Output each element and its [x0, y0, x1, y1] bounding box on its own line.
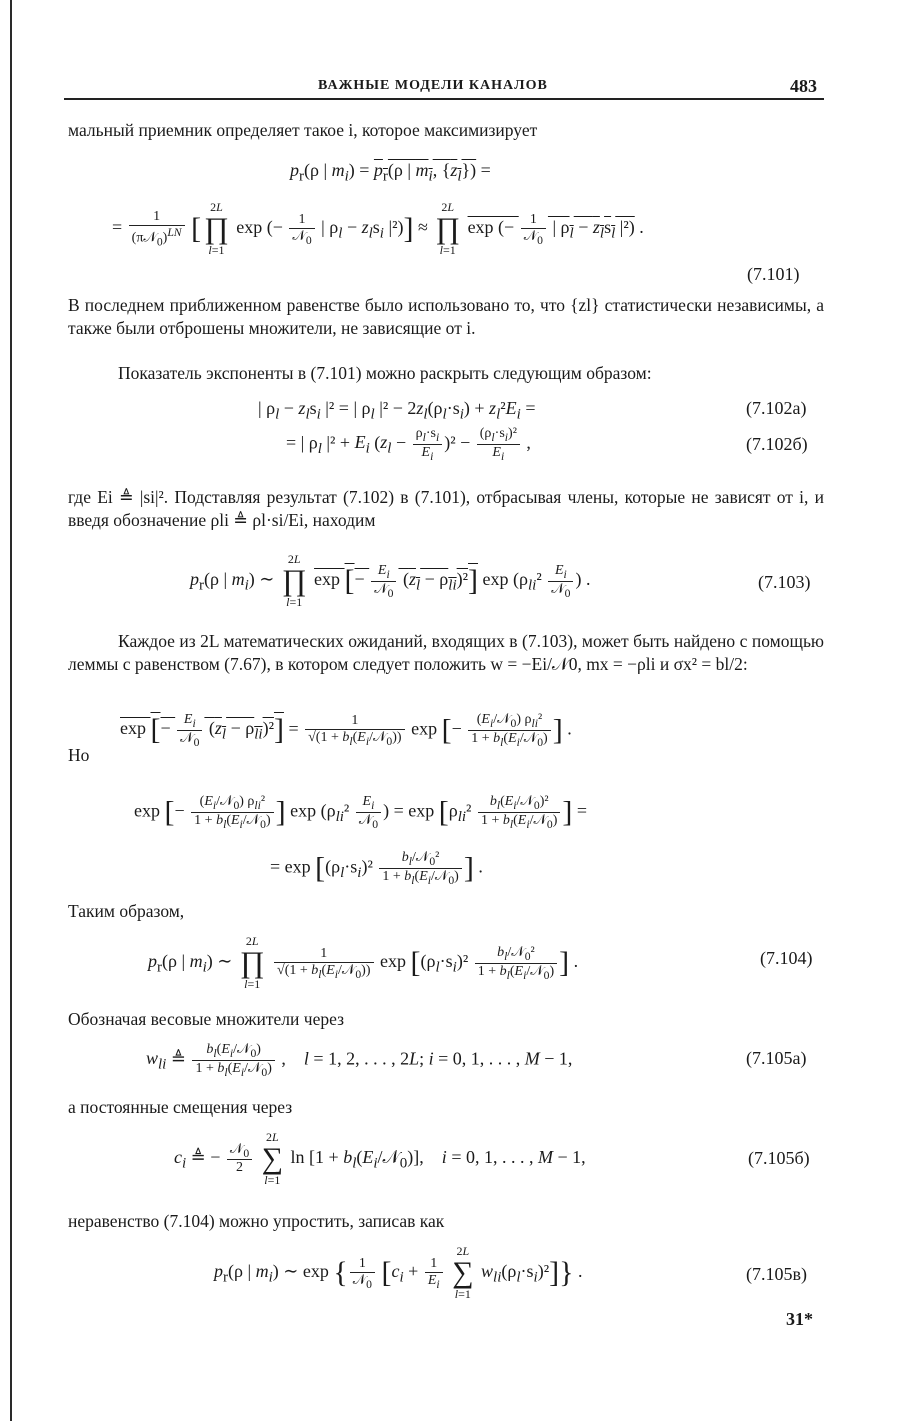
equation-number-7-101: (7.101)	[747, 264, 800, 284]
paragraph-approximation-note: В последнем приближенном равенстве было использовано то, что {zl} статистически независимы, а также были отброшены множители, не зависящие от i.	[68, 295, 824, 338]
equation-lemma-result: exp [− $\frac{E_i}{𝒩_0}$ $(z_l - \rho_{li})^2$] = $\frac{1}{√(1 + b_l(E_i/𝒩_0))}$ exp [− $\frac{(E_i/𝒩_0) \rho_{li}^2}{1 + b_l(E_i/𝒩_0)}$ ] .	[120, 712, 572, 749]
paragraph-weights: Обозначая весовые множители через	[68, 1009, 344, 1029]
paragraph-but: Но	[68, 745, 90, 765]
equation-7-105a: $w_{li}$ ≜ $\frac{b_l(E_i/𝒩_0)}{1 + b_l(E_i/𝒩_0)}$ , l = 1, 2, . . . , 2L; i = 0, 1, . . . , M − 1,	[146, 1042, 573, 1079]
equation-number-7-102a: (7.102а)	[746, 398, 807, 418]
paragraph-simplify: неравенство (7.104) можно упростить, записав как	[68, 1211, 445, 1231]
equation-7-101-line2: = $\frac{1}{(\pi 𝒩_0)^{LN}}$ [2L ∏ l=1 exp (− $\frac{1}{𝒩_0}$ | $\rho_l - z_ls_i$ |²)] ≈ 2L ∏ l=1 exp (− $\frac{1}{𝒩_0}$ | $\rho_l - z_ls_l$ |²) .	[112, 200, 644, 257]
signature-mark: 31*	[786, 1309, 813, 1329]
equation-number-7-102b: (7.102б)	[746, 434, 808, 454]
header-rule	[64, 98, 824, 100]
page-number: 483	[790, 76, 817, 96]
equation-7-101-line1: $p_r(\rho$ | $m_i) = p_r(\rho$ | $m_i$, $\{z_l\}$) =	[290, 160, 491, 185]
paragraph-lemma: Каждое из 2L математических ожиданий, входящих в (7.103), может быть найдено с помощью леммы с равенством (7.67), в котором следует положить w = −Ei/𝒩0, mx = −ρli и σx² = bl/2:	[68, 631, 824, 674]
equation-7-102a: | $\rho_l - z_ls_i$ |² = | $\rho_l$ $|^2 - 2z_l(\rho_l\cdot s_i) + z_l^2E_i$ =	[258, 398, 536, 423]
equation-but-line1: exp [− $\frac{(E_i/𝒩_0) \rho_{li}^2}{1 + b_l(E_i/𝒩_0)}$ ] $\exp (\rho_{li}^2$ $\frac{E_i}{𝒩_0}$ ) = $\exp [\rho_{li}^2$ $\frac{b_l(E_i/𝒩_0)^2}{1 + b_l(E_i/𝒩_0)}$ ] =	[134, 794, 588, 831]
paragraph-offsets: а постоянные смещения через	[68, 1097, 293, 1117]
equation-7-104: $p_r(\rho$ | $m_i$) ∼ 2L ∏ l=1 $\frac{1}{√(1 + b_l(E_i/𝒩_0))}$ $\exp [(\rho_l\cdot s_i)^2$ $\frac{b_l/𝒩_0^2}{1 + b_l(E_i/𝒩_0)}$ ] .	[148, 934, 579, 991]
equation-7-103: $p_r(\rho$ | $m_i$) ∼ 2L ∏ l=1 exp [− $\frac{E_i}{𝒩_0}$ $(z_l - \rho_{li})^2$] $\exp (\rho_{li}^2$ $\frac{E_i}{𝒩_0}$ ) .	[190, 552, 591, 609]
equation-7-105v: $p_r(\rho$ | $m_i$) ∼ exp { $\frac{1}{𝒩_0}$ [$c_i$ + $\frac{1}{E_i}$ 2L ∑ l=1 $w_{li}(\rho_l\cdot s_i)^2$]} .	[214, 1244, 583, 1301]
equation-number-7-104: (7.104)	[760, 948, 813, 968]
paragraph-exponent: Показатель экспоненты в (7.101) можно раскрыть следующим образом:	[118, 363, 652, 383]
equation-7-102b: = | $\rho_l$ $|^2 + E_i$ ($z_l$ − $\frac{\rho_l\cdot s_i}{E_i}$ )² − $\frac{(\rho_l\cdot s_i)^2}{E_i}$ ,	[286, 426, 531, 463]
equation-7-105b: $c_i$ ≜ − $\frac{𝒩_0}{2}$ 2L ∑ l=1 $\ln [1 + b_l(E_i/𝒩_0)]$, i = 0, 1, . . . , M − 1,	[174, 1130, 586, 1187]
running-title: ВАЖНЫЕ МОДЕЛИ КАНАЛОВ	[318, 78, 548, 93]
equation-number-7-105a: (7.105а)	[746, 1048, 807, 1068]
paragraph-intro: мальный приемник определяет такое i, которое максимизирует	[68, 120, 538, 140]
equation-number-7-105v: (7.105в)	[746, 1264, 807, 1284]
paragraph-substitution: где Ei ≜ |si|². Подставляя результат (7.102) в (7.101), отбрасывая члены, которые не зависят от i, и введя обозначение ρli ≜ ρl·si/Ei, находим	[68, 487, 824, 530]
equation-but-line2: = $\exp [(\rho_l\cdot s_i)^2$ $\frac{b_l/𝒩_0^2}{1 + b_l(E_i/𝒩_0)}$ ] .	[270, 850, 483, 887]
equation-number-7-103: (7.103)	[758, 572, 811, 592]
equation-number-7-105b: (7.105б)	[748, 1148, 810, 1168]
left-margin-rule	[10, 0, 12, 1421]
paragraph-thus: Таким образом,	[68, 901, 185, 921]
